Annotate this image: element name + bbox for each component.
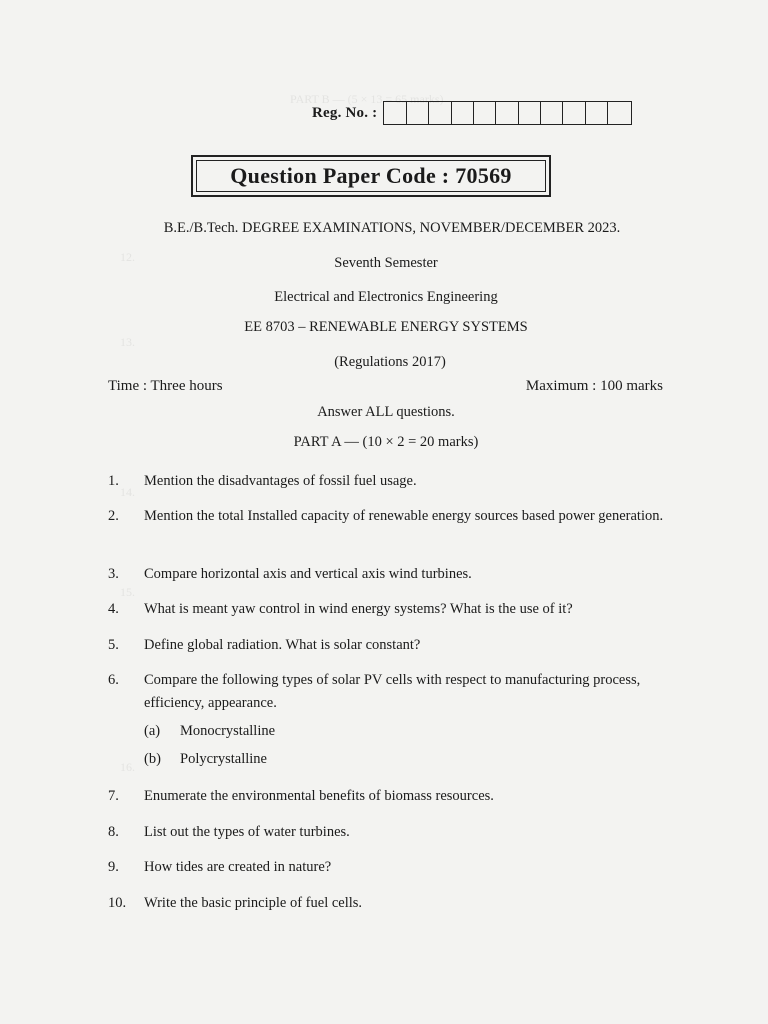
- bleed-through-text: 15.: [120, 585, 135, 599]
- reg-number-box: [563, 102, 585, 124]
- question-text: Compare horizontal axis and vertical axis wind turbines.: [144, 566, 472, 582]
- department: Electrical and Electronics Engineering: [274, 289, 498, 305]
- reg-number-boxes: [383, 101, 631, 125]
- subitem-text: Polycrystalline: [180, 751, 267, 767]
- reg-number-label: Reg. No. :: [312, 104, 378, 121]
- question-number: 5.: [108, 637, 119, 653]
- course-title: EE 8703 – RENEWABLE ENERGY SYSTEMS: [244, 319, 528, 335]
- question-1: [108, 470, 664, 493]
- question-number: 3.: [108, 566, 119, 582]
- question-number: 8.: [108, 824, 119, 840]
- question-9: [108, 856, 664, 879]
- question-6-subitem-b: [144, 751, 267, 768]
- question-text: Write the basic principle of fuel cells.: [144, 895, 363, 911]
- bleed-through-text: 13.: [120, 335, 135, 349]
- part-a-heading: PART A — (10 × 2 = 20 marks): [293, 434, 479, 450]
- question-text: Mention the total Installed capacity of renewable energy sources based power generation.: [144, 508, 664, 524]
- reg-number-box: [429, 102, 451, 124]
- question-paper-code-box: [191, 155, 551, 197]
- question-7: [108, 785, 664, 808]
- question-number: 7.: [108, 788, 119, 804]
- reg-number-box: [384, 102, 406, 124]
- reg-number-box: [496, 102, 518, 124]
- reg-number-box: [541, 102, 563, 124]
- instruction: Answer ALL questions.: [317, 404, 455, 420]
- question-number: 9.: [108, 859, 119, 875]
- bleed-through-text: 14.: [120, 485, 135, 499]
- subitem-label: (a): [144, 723, 161, 739]
- question-text: Define global radiation. What is solar constant?: [144, 637, 421, 653]
- reg-number-row: [312, 100, 632, 126]
- question-number: 2.: [108, 508, 119, 524]
- regulations: (Regulations 2017): [334, 354, 446, 370]
- bleed-through-text: 12.: [120, 250, 135, 264]
- reg-number-box: [474, 102, 496, 124]
- question-number: 1.: [108, 473, 119, 489]
- question-text: Compare the following types of solar PV cells with respect to manufacturing process, efficiency, appearance.: [144, 672, 641, 711]
- reg-number-box: [452, 102, 474, 124]
- question-text: Enumerate the environmental benefits of biomass resources.: [144, 788, 494, 804]
- question-number: 4.: [108, 601, 119, 617]
- subitem-text: Monocrystalline: [180, 723, 276, 739]
- bleed-through-text: 16.: [120, 760, 135, 774]
- question-text: Mention the disadvantages of fossil fuel usage.: [144, 473, 417, 489]
- reg-number-box: [586, 102, 608, 124]
- question-2: [108, 505, 664, 528]
- bleed-through-text: PART B — (5 × 13 = 65 marks): [290, 92, 444, 106]
- subitem-label: (b): [144, 751, 161, 767]
- question-number: 6.: [108, 672, 119, 688]
- question-6: [108, 669, 664, 715]
- question-6-subitem-a: [144, 723, 275, 740]
- question-5: [108, 634, 664, 657]
- question-3: [108, 563, 664, 586]
- question-4: [108, 598, 664, 621]
- reg-number-box: [608, 102, 630, 124]
- semester: Seventh Semester: [334, 255, 438, 271]
- time-duration: Time : Three hours: [108, 378, 223, 394]
- question-text: What is meant yaw control in wind energy systems? What is the use of it?: [144, 601, 573, 617]
- question-10: [108, 892, 664, 915]
- question-8: [108, 821, 664, 844]
- time-marks-row: [108, 378, 663, 395]
- reg-number-box: [519, 102, 541, 124]
- reg-number-box: [407, 102, 429, 124]
- question-text: How tides are created in nature?: [144, 859, 332, 875]
- question-paper-code: Question Paper Code : 70569: [230, 163, 512, 188]
- exam-title: B.E./B.Tech. DEGREE EXAMINATIONS, NOVEMBER/DECEMBER 2023.: [163, 220, 621, 236]
- question-paper-code-inner: [196, 160, 546, 192]
- question-text: List out the types of water turbines.: [144, 824, 350, 840]
- maximum-marks: Maximum : 100 marks: [525, 378, 663, 394]
- question-number: 10.: [108, 895, 127, 911]
